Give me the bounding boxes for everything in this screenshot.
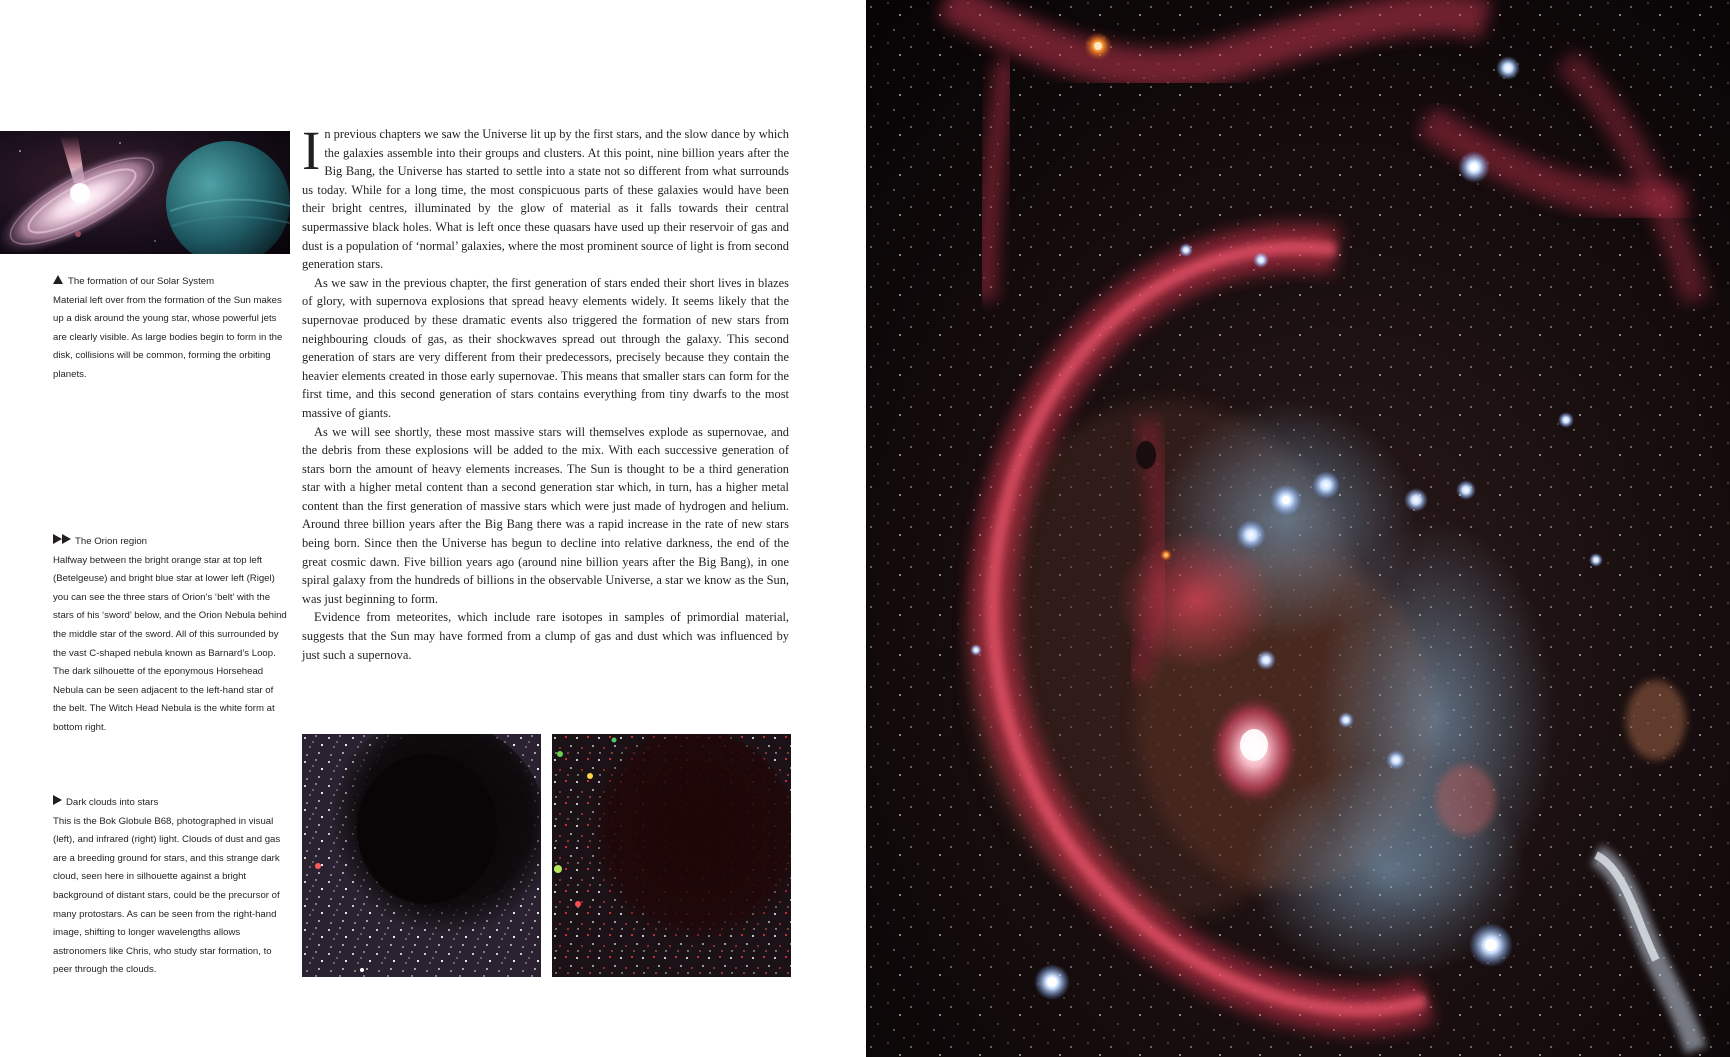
drop-cap: I [302,120,321,181]
orion-region-photograph [866,0,1730,1057]
caption-dark-clouds [53,794,288,980]
caption-solar-system [53,273,288,385]
bok-globule-visual-image [302,734,541,977]
caption-dark-title: Dark clouds into stars [66,797,159,808]
paragraph-3: As we will see shortly, these most massive stars will themselves explode as supernovae, and the debris from these explosions will be added to the mix. With each successive generation of stars born the amount of heavy elements increases. The Sun is thought to be a third generation star with a higher metal content than a second generation star which, in turn, has a higher metal content than the first generation of massive stars which were just made of hydrogen and helium. Around three billion years after the Big Bang there was a rapid increase in the rate of new stars being born. Since then the Universe has begun to decline into relative darkness, the end of the great cosmic dawn. Five billion years ago (around nine billion years after the Big Bang), in one spiral galaxy from the hundreds of billions in the observable Universe, a star we know as the Sun, was just beginning to form. [302,424,789,606]
caption-orion-title-line [53,533,288,552]
arrow-right-icon [53,534,62,544]
caption-solar-title: The formation of our Solar System [68,276,215,287]
caption-dark-title-line [53,794,288,813]
arrow-up-icon [53,275,63,284]
arrow-right-icon [62,534,71,544]
paragraph-2: As we saw in the previous chapter, the first generation of stars ended their short lives in blazes of glory, with supernova explosions that spread heavy elements widely. It seems likely that the supernovae produced by these dramatic events also triggered the formation of new stars from neighbouring clouds of gas, as their shockwaves spread out through the galaxy. This second generation of stars are very different from their predecessors, precisely because they contain the heavier elements created in those early supernovae. This means that smaller stars can form for the first time, and this second generation of stars contains everything from tiny dwarfs to the most massive of giants. [302,275,789,420]
caption-solar-text: Material left over from the formation of the Sun makes up a disk around the young star, whose powerful jets are clearly visible. As large bodies begin to form in the disk, collisions will be common, forming the orbiting planets. [53,294,283,380]
paragraph-4: Evidence from meteorites, which include rare isotopes in samples of primordial material, suggests that the Sun may have formed from a clump of gas and dust which was influenced by just such a supernova. [302,610,789,662]
paragraph-1-text: n previous chapters we saw the Universe lit up by the first stars, and the slow dance by which the galaxies assemble into their groups and clusters. At this point, nine billion years after the Big Bang, the Universe has started to settle into a state not so different from what surrounds us today. While for a long time, the most conspicuous parts of these galaxies would have been their bright centres, illuminated by the glow of material as it falls towards their central supermassive black holes. What is left once these quasars have used up their reservoir of gas and dust is a population of ‘normal’ galaxies, where the most prominent source of light is from second generation stars. [302,127,789,272]
caption-orion [53,533,288,738]
main-body-text [302,120,789,664]
paragraph-1 [302,120,789,274]
arrow-right-icon [53,795,62,805]
solar-system-illustration [0,131,290,254]
caption-orion-title: The Orion region [75,536,147,547]
bok-globule-infrared-image [552,734,791,977]
caption-dark-text: This is the Bok Globule B68, photographed in visual (left), and infrared (right) light. Clouds of dust and gas are a breeding ground for stars, and this strange dark cloud, seen here in silhouette against a bright background of distant stars, could be the precursor of many protostars. As can be seen from the right-hand image, shifting to longer wavelengths allows astronomers like Chris, who study star formation, to peer through the clouds. [53,815,281,976]
caption-solar-title-line [53,273,288,292]
caption-orion-text: Halfway between the bright orange star at top left (Betelgeuse) and bright blue star at lower left (Rigel) you can see the three stars of Orion’s ‘belt’ with the stars of his ‘sword’ below, and the Orion Nebula behind the middle star of the sword. All of this surrounded by the vast C-shaped nebula known as Barnard’s Loop. The dark silhouette of the eponymous Horsehead Nebula can be seen adjacent to the left-hand star of the belt. The Witch Head Nebula is the white form at bottom right. [53,554,287,733]
